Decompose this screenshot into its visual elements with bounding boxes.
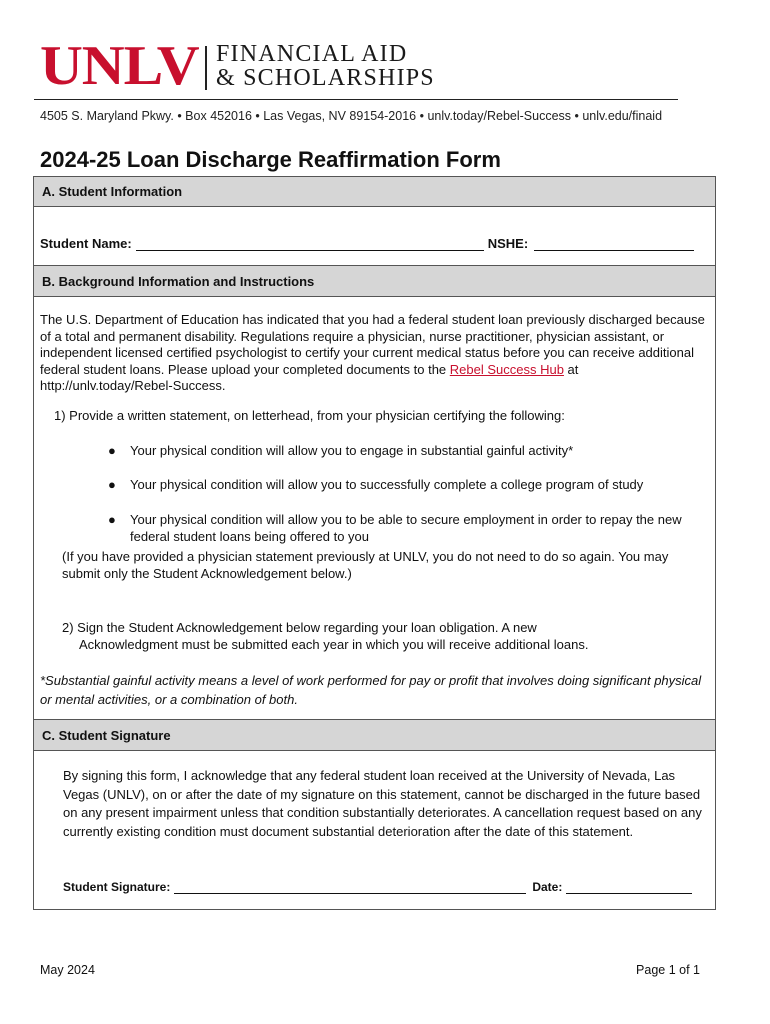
- intro-paragraph: [40, 312, 712, 395]
- list-item: [108, 443, 720, 460]
- footer-date: May 2024: [40, 963, 95, 977]
- nshe-field[interactable]: [534, 238, 694, 251]
- intro-text: The U.S. Department of Education has indicated that you had a federal student loan previously discharged because of a total and permanent disability. Regulations require a physician, nurse practitioner, physician assistant, or independent licensed certified psychologist to certify your current medical status before you can receive additional federal student loans. Please upload your completed documents to the: [40, 312, 705, 377]
- footnote: *Substantial gainful activity means a level of work performed for pay or profit that involves doing significant physical or mental activities, or a combination of both.: [40, 673, 702, 707]
- logo-mark: UNLV: [40, 35, 199, 97]
- student-name-field[interactable]: [136, 238, 484, 251]
- nshe-label: NSHE:: [487, 236, 529, 251]
- signature-row: [63, 880, 692, 894]
- header-rule: [34, 99, 678, 100]
- bullet-text: Your physical condition will allow you to be able to secure employment in order to repay the new federal student loans being offered to you: [130, 512, 682, 544]
- bullet-icon: ●: [108, 443, 116, 458]
- item-2-line-2: Acknowledgment must be submitted each year in which you will receive additional loans.: [79, 636, 589, 652]
- section-a-heading: A. Student Information: [33, 176, 716, 207]
- previous-statement-note: (If you have provided a physician statement previously at UNLV, you do not need to do so again. You may submit only the Student Acknowledgement below.): [62, 549, 669, 581]
- student-info-row: [40, 236, 694, 251]
- section-b-heading: B. Background Information and Instructions: [33, 265, 716, 297]
- signature-label: Student Signature:: [63, 880, 171, 894]
- intro-after-link: at http://unlv.today/Rebel-Success.: [40, 361, 579, 393]
- acknowledgement-paragraph: By signing this form, I acknowledge that any federal student loan received at the University of Nevada, Las Vegas (UNLV), on or after the date of my signature on this statement, cannot be discharged in the future based on any present impairment unless that condition substantially deteriorates. A cancellation request based on any currently existing condition must document substantial deterioration after the date of this statement.: [63, 768, 702, 839]
- instruction-item-1: 1) Provide a written statement, on letterhead, from your physician certifying the following:: [54, 408, 565, 423]
- date-field[interactable]: [566, 881, 692, 894]
- bullet-text: Your physical condition will allow you to successfully complete a college program of study: [130, 477, 644, 492]
- section-c-heading: C. Student Signature: [33, 719, 716, 751]
- list-item: [108, 477, 720, 494]
- signature-field[interactable]: [174, 881, 526, 894]
- bullet-text: Your physical condition will allow you to engage in substantial gainful activity*: [130, 443, 574, 458]
- instruction-item-2: [62, 620, 662, 653]
- page-title: 2024-25 Loan Discharge Reaffirmation Form: [40, 147, 501, 172]
- bullet-icon: ●: [108, 477, 116, 492]
- date-label: Date:: [532, 880, 563, 894]
- address-line: 4505 S. Maryland Pkwy. • Box 452016 • Las Vegas, NV 89154-2016 • unlv.today/Rebel-Success • unlv.edu/finaid: [40, 109, 663, 123]
- footer-page-number: Page 1 of 1: [636, 963, 700, 977]
- bullet-icon: ●: [108, 512, 116, 527]
- logo-line-1: FINANCIAL AID: [216, 41, 408, 67]
- rebel-success-hub-link[interactable]: Rebel Success Hub: [449, 361, 564, 377]
- logo-line-2: & SCHOLARSHIPS: [216, 65, 435, 91]
- list-item: [108, 512, 720, 545]
- item-2-line-1: 2) Sign the Student Acknowledgement below regarding your loan obligation. A new: [62, 620, 537, 635]
- logo-text: [216, 42, 435, 90]
- logo-divider: [205, 46, 207, 90]
- student-name-label: Student Name:: [40, 236, 132, 251]
